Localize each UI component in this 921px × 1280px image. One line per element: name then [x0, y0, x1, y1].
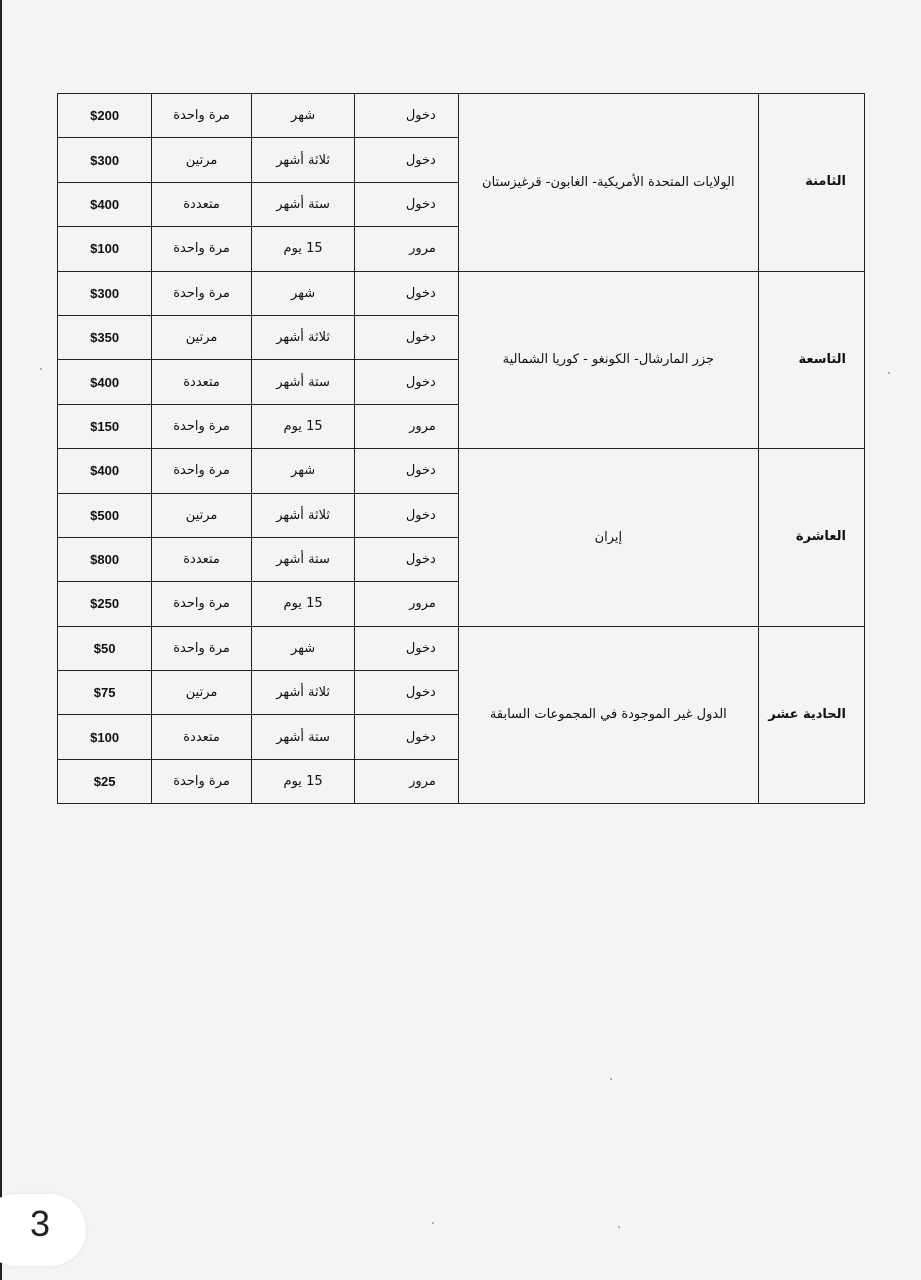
visa-entries-cell: متعددة — [152, 360, 252, 404]
group-name-cell: الثامنة — [758, 94, 864, 272]
visa-type-cell: دخول — [355, 138, 459, 182]
visa-type-cell: دخول — [355, 271, 459, 315]
visa-entries-cell: مرتين — [152, 493, 252, 537]
visa-type-cell: مرور — [355, 759, 459, 803]
visa-type-cell: دخول — [355, 315, 459, 359]
group-name-cell: التاسعة — [758, 271, 864, 449]
group-name-cell: الحادية عشر — [758, 626, 864, 804]
visa-duration-cell: شهر — [251, 271, 355, 315]
visa-entries-cell: مرة واحدة — [152, 227, 252, 271]
visa-type-cell: دخول — [355, 493, 459, 537]
visa-type-cell: دخول — [355, 671, 459, 715]
visa-entries-cell: متعددة — [152, 537, 252, 581]
visa-duration-cell: ثلاثة أشهر — [251, 671, 355, 715]
visa-type-cell: دخول — [355, 715, 459, 759]
visa-fee-cell: $350 — [58, 315, 152, 359]
visa-fee-cell: $100 — [58, 227, 152, 271]
page-number: 3 — [30, 1203, 51, 1244]
scan-speck — [618, 1226, 620, 1228]
visa-duration-cell: ستة أشهر — [251, 715, 355, 759]
visa-duration-cell: ثلاثة أشهر — [251, 138, 355, 182]
visa-entries-cell: مرة واحدة — [152, 759, 252, 803]
visa-duration-cell: ستة أشهر — [251, 360, 355, 404]
group-name-cell: العاشرة — [758, 449, 864, 627]
table-row — [58, 94, 865, 138]
visa-fee-cell: $50 — [58, 626, 152, 670]
countries-cell: إيران — [458, 449, 758, 627]
visa-entries-cell: متعددة — [152, 182, 252, 226]
visa-fees-table-body — [58, 94, 865, 804]
visa-fee-cell: $300 — [58, 138, 152, 182]
visa-duration-cell: ثلاثة أشهر — [251, 315, 355, 359]
visa-type-cell: مرور — [355, 404, 459, 448]
visa-fee-cell: $100 — [58, 715, 152, 759]
visa-type-cell: دخول — [355, 626, 459, 670]
visa-duration-cell: 15 يوم — [251, 582, 355, 626]
visa-duration-cell: شهر — [251, 94, 355, 138]
visa-fee-cell: $150 — [58, 404, 152, 448]
visa-fee-cell: $300 — [58, 271, 152, 315]
scan-speck — [40, 368, 42, 370]
visa-duration-cell: شهر — [251, 626, 355, 670]
visa-duration-cell: ستة أشهر — [251, 537, 355, 581]
visa-entries-cell: مرتين — [152, 138, 252, 182]
visa-entries-cell: مرة واحدة — [152, 626, 252, 670]
scan-speck — [432, 1222, 434, 1224]
visa-entries-cell: مرة واحدة — [152, 404, 252, 448]
visa-entries-cell: مرتين — [152, 315, 252, 359]
visa-type-cell: دخول — [355, 182, 459, 226]
countries-cell: جزر المارشال- الكونغو - كوريا الشمالية — [458, 271, 758, 449]
scan-speck — [888, 372, 890, 374]
page-left-edge — [0, 0, 2, 1280]
visa-entries-cell: مرة واحدة — [152, 582, 252, 626]
visa-type-cell: مرور — [355, 582, 459, 626]
table-row — [58, 271, 865, 315]
visa-duration-cell: ثلاثة أشهر — [251, 493, 355, 537]
visa-type-cell: دخول — [355, 449, 459, 493]
visa-fee-cell: $400 — [58, 182, 152, 226]
visa-entries-cell: متعددة — [152, 715, 252, 759]
visa-fee-cell: $400 — [58, 449, 152, 493]
visa-type-cell: دخول — [355, 360, 459, 404]
visa-type-cell: دخول — [355, 537, 459, 581]
visa-fee-cell: $25 — [58, 759, 152, 803]
visa-duration-cell: 15 يوم — [251, 759, 355, 803]
visa-type-cell: مرور — [355, 227, 459, 271]
visa-fees-table — [57, 93, 865, 804]
visa-entries-cell: مرة واحدة — [152, 449, 252, 493]
countries-cell: الدول غير الموجودة في المجموعات السابقة — [458, 626, 758, 804]
visa-fee-cell: $400 — [58, 360, 152, 404]
visa-fee-cell: $75 — [58, 671, 152, 715]
visa-duration-cell: 15 يوم — [251, 227, 355, 271]
countries-cell: الولايات المتحدة الأمريكية- الغابون- قرغيزستان — [458, 94, 758, 272]
scan-speck — [610, 1078, 612, 1080]
table-row — [58, 449, 865, 493]
visa-type-cell: دخول — [355, 94, 459, 138]
visa-duration-cell: 15 يوم — [251, 404, 355, 448]
visa-entries-cell: مرة واحدة — [152, 271, 252, 315]
visa-fee-cell: $200 — [58, 94, 152, 138]
visa-duration-cell: ستة أشهر — [251, 182, 355, 226]
table-row — [58, 626, 865, 670]
visa-fee-cell: $500 — [58, 493, 152, 537]
visa-fee-cell: $800 — [58, 537, 152, 581]
visa-entries-cell: مرة واحدة — [152, 94, 252, 138]
visa-fee-cell: $250 — [58, 582, 152, 626]
visa-entries-cell: مرتين — [152, 671, 252, 715]
visa-duration-cell: شهر — [251, 449, 355, 493]
